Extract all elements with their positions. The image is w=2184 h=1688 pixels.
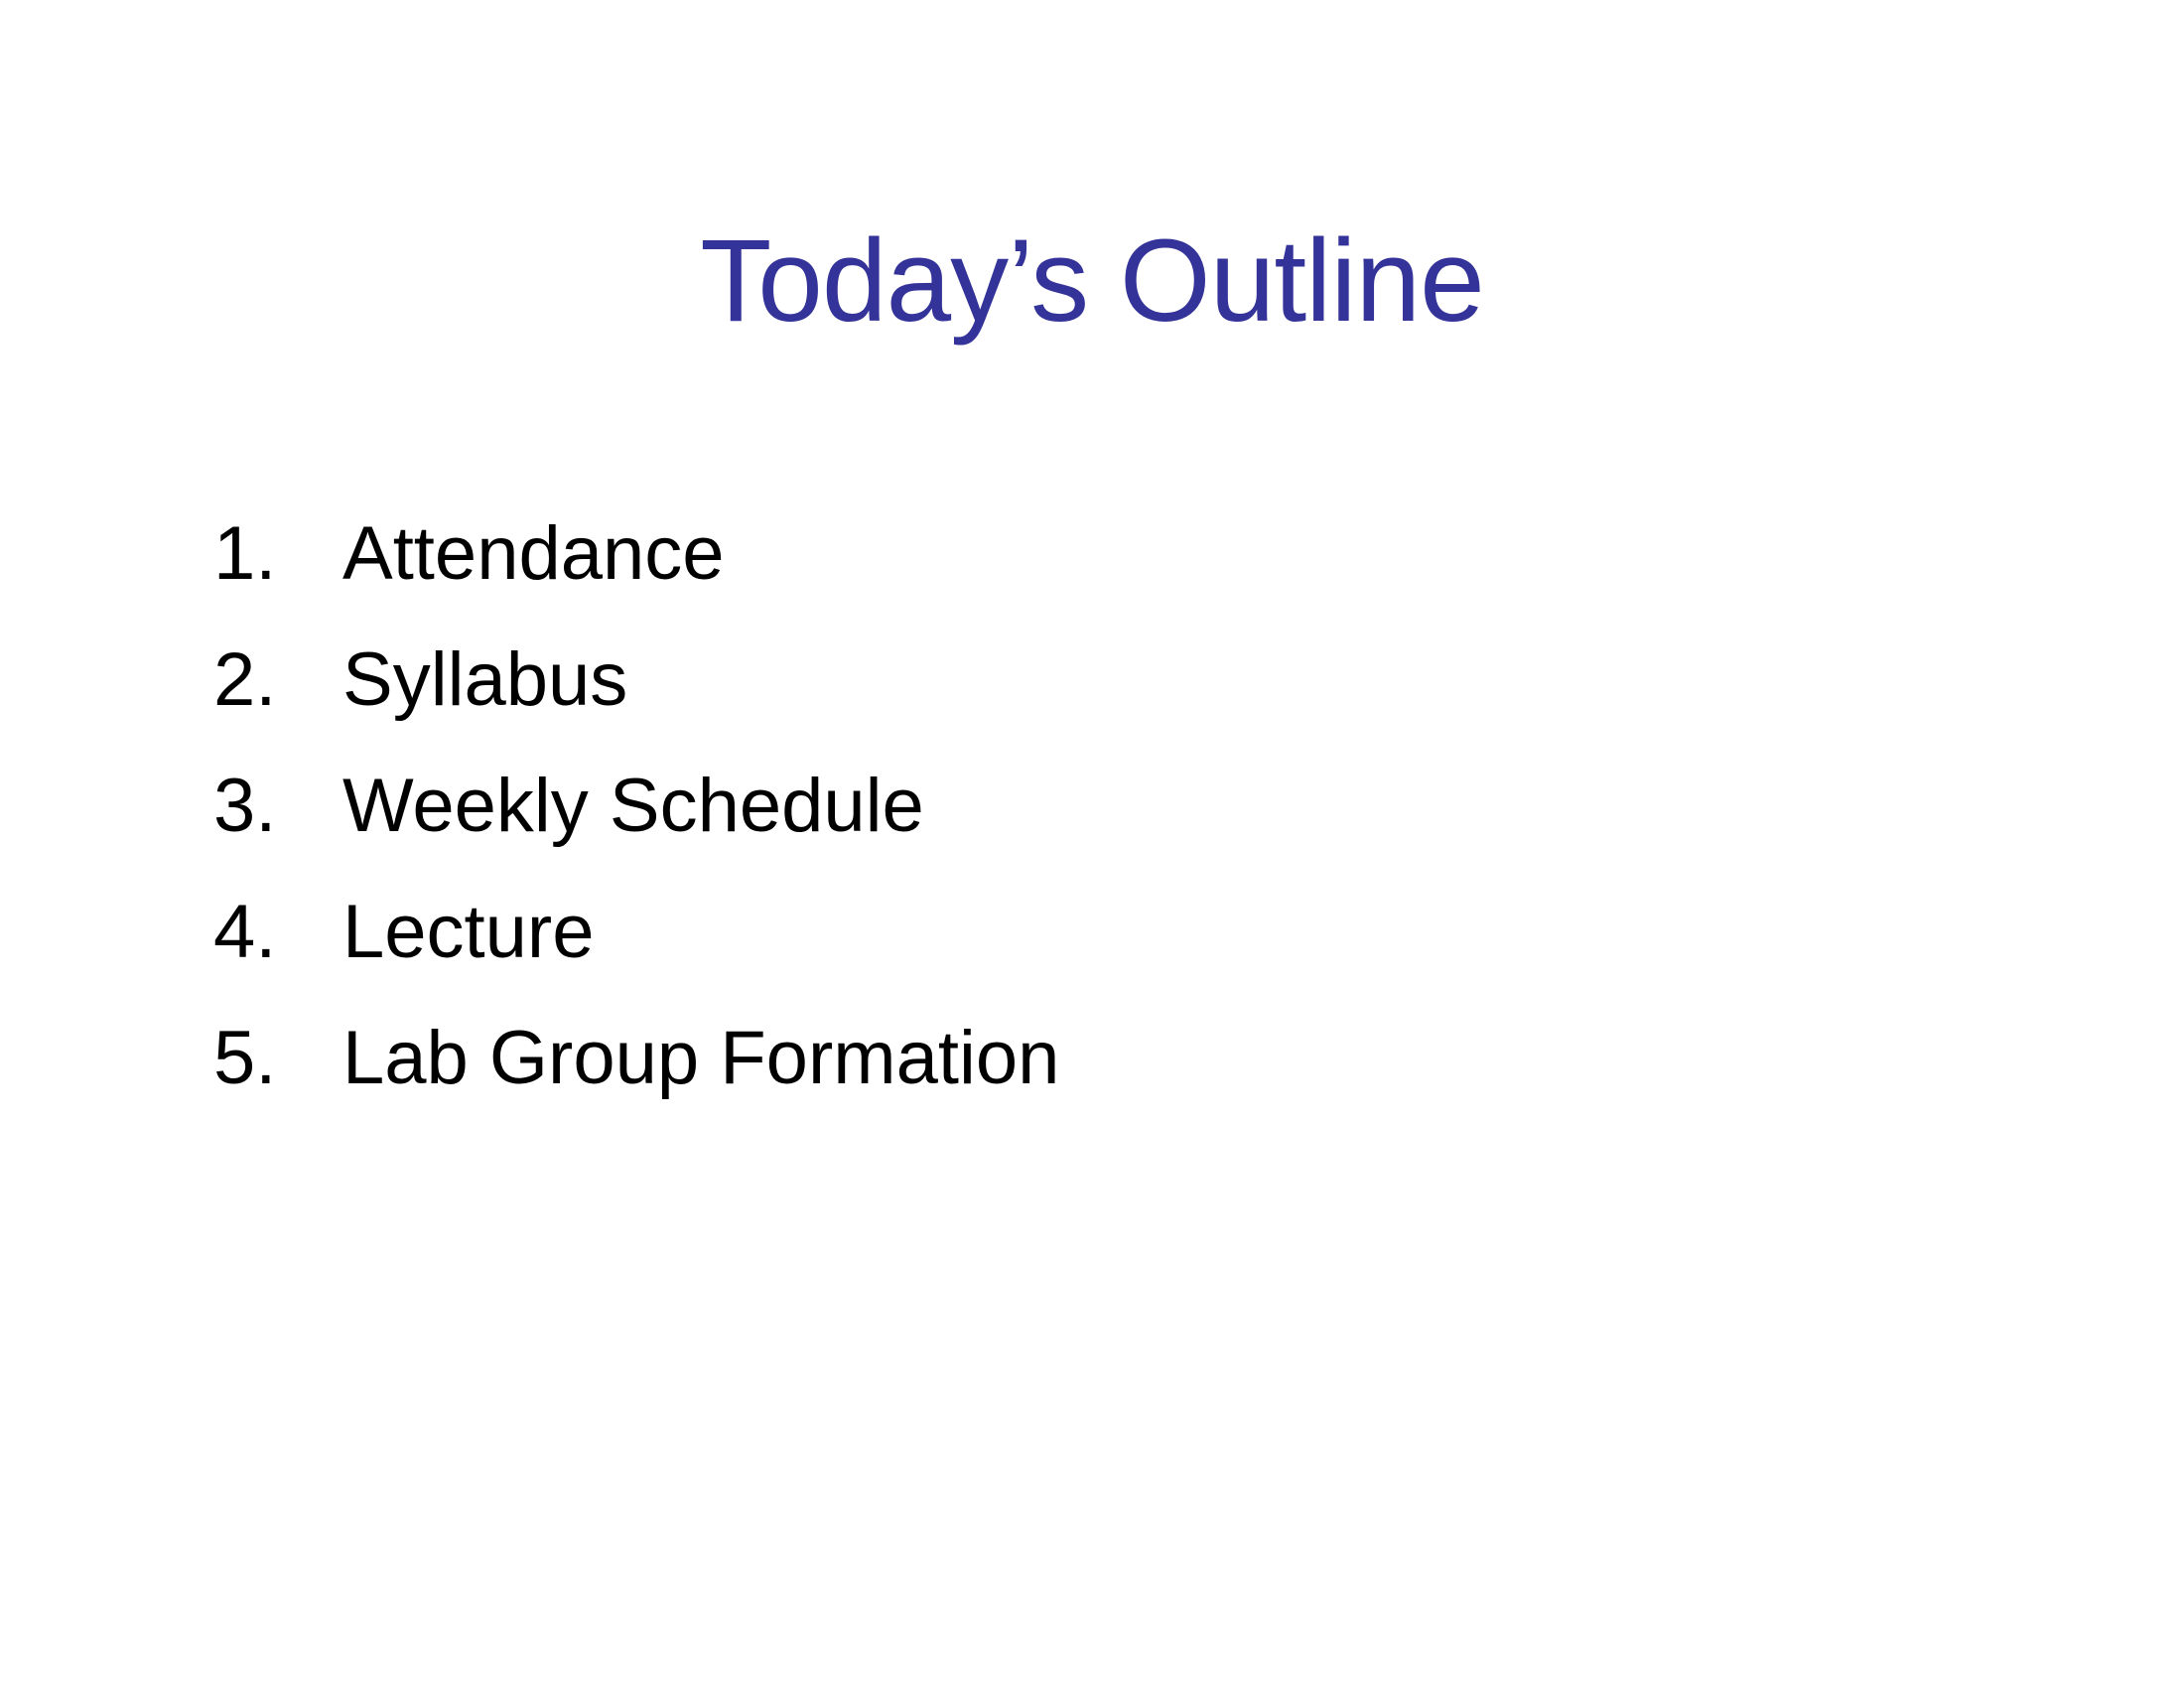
list-item-number: 2. <box>213 637 277 722</box>
list-item <box>213 511 1901 596</box>
list-item <box>213 637 1901 722</box>
outline-list <box>213 511 1901 1147</box>
list-item-label: Weekly Schedule <box>342 764 924 848</box>
list-item-label: Syllabus <box>342 637 628 722</box>
list-item-number: 5. <box>213 1016 277 1100</box>
list-item <box>213 890 1901 974</box>
list-item-label: Lab Group Formation <box>342 1016 1060 1100</box>
list-item-label: Attendance <box>342 511 725 596</box>
list-item <box>213 764 1901 848</box>
page-title: Today’s Outline <box>700 215 1484 348</box>
list-item <box>213 1016 1901 1100</box>
list-item-label: Lecture <box>342 890 595 974</box>
list-item-number: 1. <box>213 511 277 596</box>
list-item-number: 3. <box>213 764 277 848</box>
list-item-number: 4. <box>213 890 277 974</box>
